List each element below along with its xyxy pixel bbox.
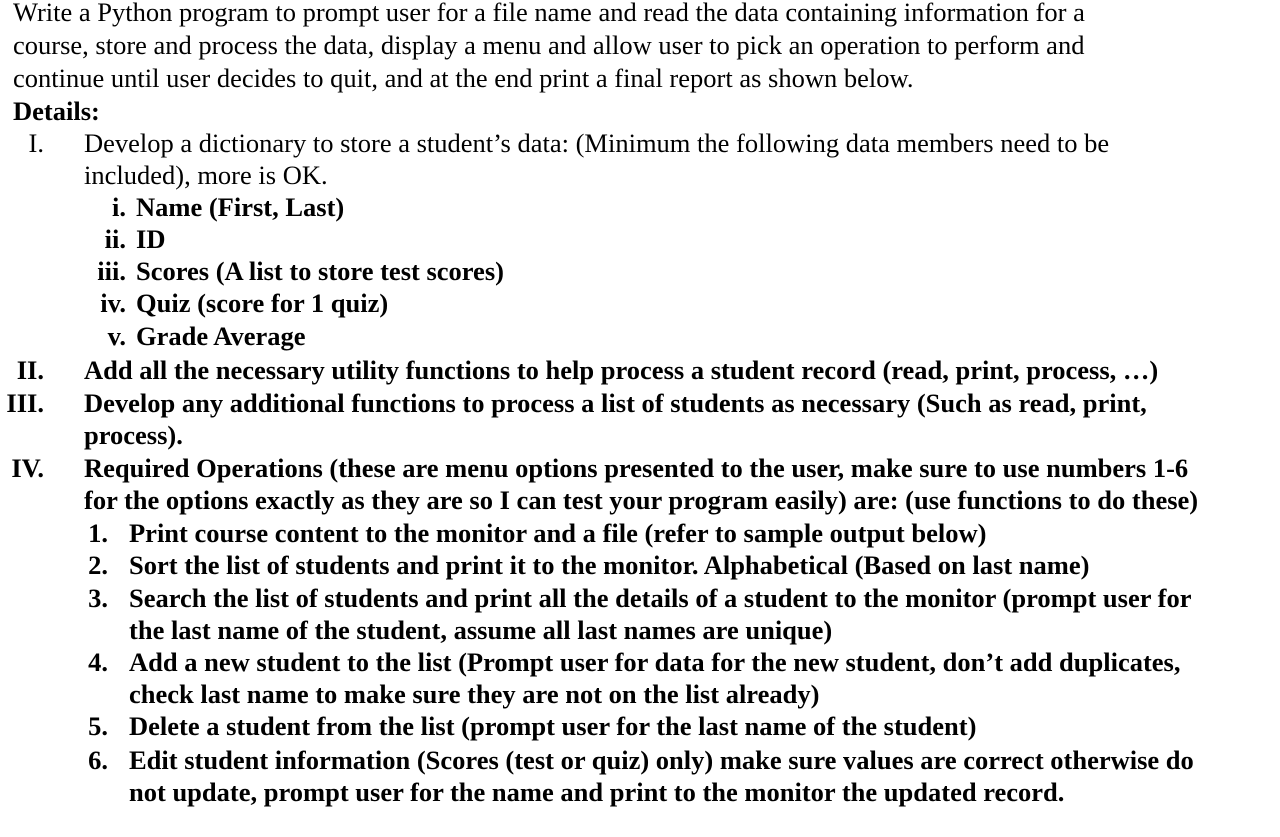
sub-item-marker: iv.	[100, 288, 126, 318]
section-III-marker: III.	[6, 388, 44, 418]
section-III-line-1: Develop any additional functions to process a list of students as necessary (Such as read, print,	[84, 388, 1147, 418]
operation-3-line-2: the last name of the student, assume all last names are unique)	[129, 615, 833, 645]
sub-item-quiz: Quiz (score for 1 quiz)	[136, 288, 389, 318]
section-IV-line-2: for the options exactly as they are so I can test your program easily) are: (use functions to do these)	[84, 485, 1199, 515]
operation-marker: 6.	[88, 745, 108, 775]
section-I-line-1: Develop a dictionary to store a student’s data: (Minimum the following data members need to be	[84, 128, 1110, 158]
section-IV-marker: IV.	[11, 453, 44, 483]
operation-4-line-1: Add a new student to the list (Prompt user for data for the new student, don’t add duplicates,	[129, 647, 1181, 677]
operation-1-line-1: Print course content to the monitor and a file (refer to sample output below)	[129, 518, 987, 548]
operation-4-line-2: check last name to make sure they are not on the list already)	[129, 679, 820, 709]
section-IV-line-1: Required Operations (these are menu options presented to the user, make sure to use numbers 1-6	[84, 453, 1189, 483]
sub-item-marker: i.	[112, 192, 126, 222]
operation-marker: 5.	[88, 711, 108, 741]
intro-line-2: course, store and process the data, display a menu and allow user to pick an operation to perform and	[13, 30, 1085, 60]
section-II-marker: II.	[16, 355, 44, 385]
sub-item-marker: ii.	[104, 224, 126, 254]
sub-item-scores: Scores (A list to store test scores)	[136, 256, 504, 286]
operation-6-line-2: not update, prompt user for the name and print to the monitor the updated record.	[129, 777, 1065, 807]
section-II-line-1: Add all the necessary utility functions to help process a student record (read, print, process, …)	[84, 355, 1159, 385]
sub-item-name: Name (First, Last)	[136, 192, 345, 222]
section-I-line-2: included), more is OK.	[84, 160, 328, 190]
intro-line-3: continue until user decides to quit, and at the end print a final report as shown below.	[13, 63, 914, 93]
section-III-line-2: process).	[84, 420, 183, 450]
operation-2-line-1: Sort the list of students and print it to the monitor. Alphabetical (Based on last name)	[129, 550, 1090, 580]
operation-marker: 4.	[88, 647, 108, 677]
operation-marker: 1.	[88, 518, 108, 548]
operation-3-line-1: Search the list of students and print all the details of a student to the monitor (prompt user for	[129, 583, 1192, 613]
operation-6-line-1: Edit student information (Scores (test or quiz) only) make sure values are correct otherwise do	[129, 745, 1194, 775]
operation-5-line-1: Delete a student from the list (prompt user for the last name of the student)	[129, 711, 977, 741]
operation-marker: 2.	[88, 550, 108, 580]
sub-item-id: ID	[136, 224, 166, 254]
sub-item-marker: v.	[107, 321, 126, 351]
intro-line-1: Write a Python program to prompt user for a file name and read the data containing information for a	[13, 0, 1085, 27]
section-I-marker: I.	[28, 128, 44, 158]
sub-item-marker: iii.	[97, 256, 126, 286]
operation-marker: 3.	[88, 583, 108, 613]
details-heading: Details:	[13, 96, 100, 126]
sub-item-grade-average: Grade Average	[136, 321, 306, 351]
